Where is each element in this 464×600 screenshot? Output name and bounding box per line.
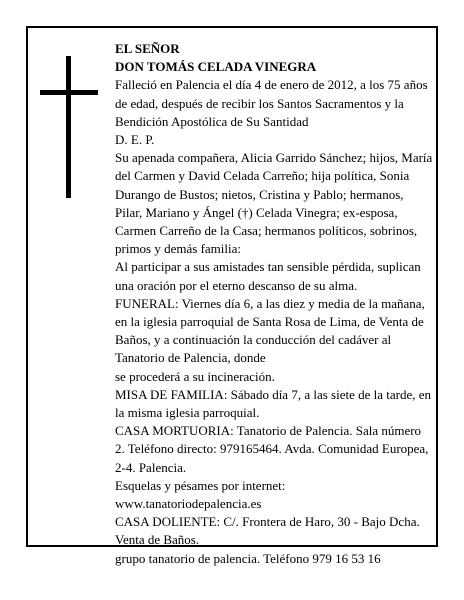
- death-announcement: Falleció en Palencia el día 4 de enero de 2012, a los 75 años de edad, después de recibir los Santos Sacramentos y la Bendición Apostólica de Su Santidad: [115, 77, 428, 129]
- website-link: www.tanatoriodepalencia.es: [115, 496, 262, 512]
- mortuary-info: CASA MORTUORIA: Tanatorio de Palencia. Sala número 2. Teléfono directo: 979165464. Avda. Comunidad Europea, 2-4. Palencia.: [115, 423, 429, 475]
- rip: D. E. P.: [115, 132, 155, 148]
- prayer-request: Al participar a sus amistades tan sensible pérdida, suplican una oración por el eterno descanso de su alma.: [115, 259, 421, 293]
- funeral-home-contact: grupo tanatorio de palencia. Teléfono 979 16 53 16: [115, 550, 381, 566]
- obituary-frame: [26, 26, 438, 566]
- cross-vertical-bar: [66, 56, 71, 198]
- obituary-text: [115, 40, 433, 568]
- family-list: Su apenada compañera, Alicia Garrido Sánchez; hijos, María del Carmen y David Celada Carreño; hija política, Sonia Durango de Bustos; nietos, Cristina y Pablo; hermanos, Pilar, Mariano y Ángel (†) Celada Vinegra; ex-esposa, Carmen Carreño de la Casa; hermanos políticos, sobrinos, primos y demás familia:: [115, 150, 433, 257]
- incineration-info: se procederá a su incineración.: [115, 368, 275, 384]
- internet-condolences-label: Esquelas y pésames por internet:: [115, 477, 286, 493]
- deceased-name: DON TOMÁS CELADA VINEGRA: [115, 59, 317, 75]
- deceased-title: EL SEÑOR: [115, 41, 180, 56]
- family-mass-info: MISA DE FAMILIA: Sábado día 7, a las siete de la tarde, en la misma iglesia parroquial.: [115, 386, 432, 421]
- funeral-info: FUNERAL: Viernes día 6, a las diez y media de la mañana, en la iglesia parroquial de Santa Rosa de Lima, de Venta de Baños, y a continuación la conducción del cadáver al Tanatorio de Palencia, donde: [115, 295, 425, 366]
- grieving-house-info: CASA DOLIENTE: C/. Frontera de Haro, 30 - Bajo Dcha. Venta de Baños.: [115, 514, 420, 548]
- cross-horizontal-bar: [40, 90, 98, 95]
